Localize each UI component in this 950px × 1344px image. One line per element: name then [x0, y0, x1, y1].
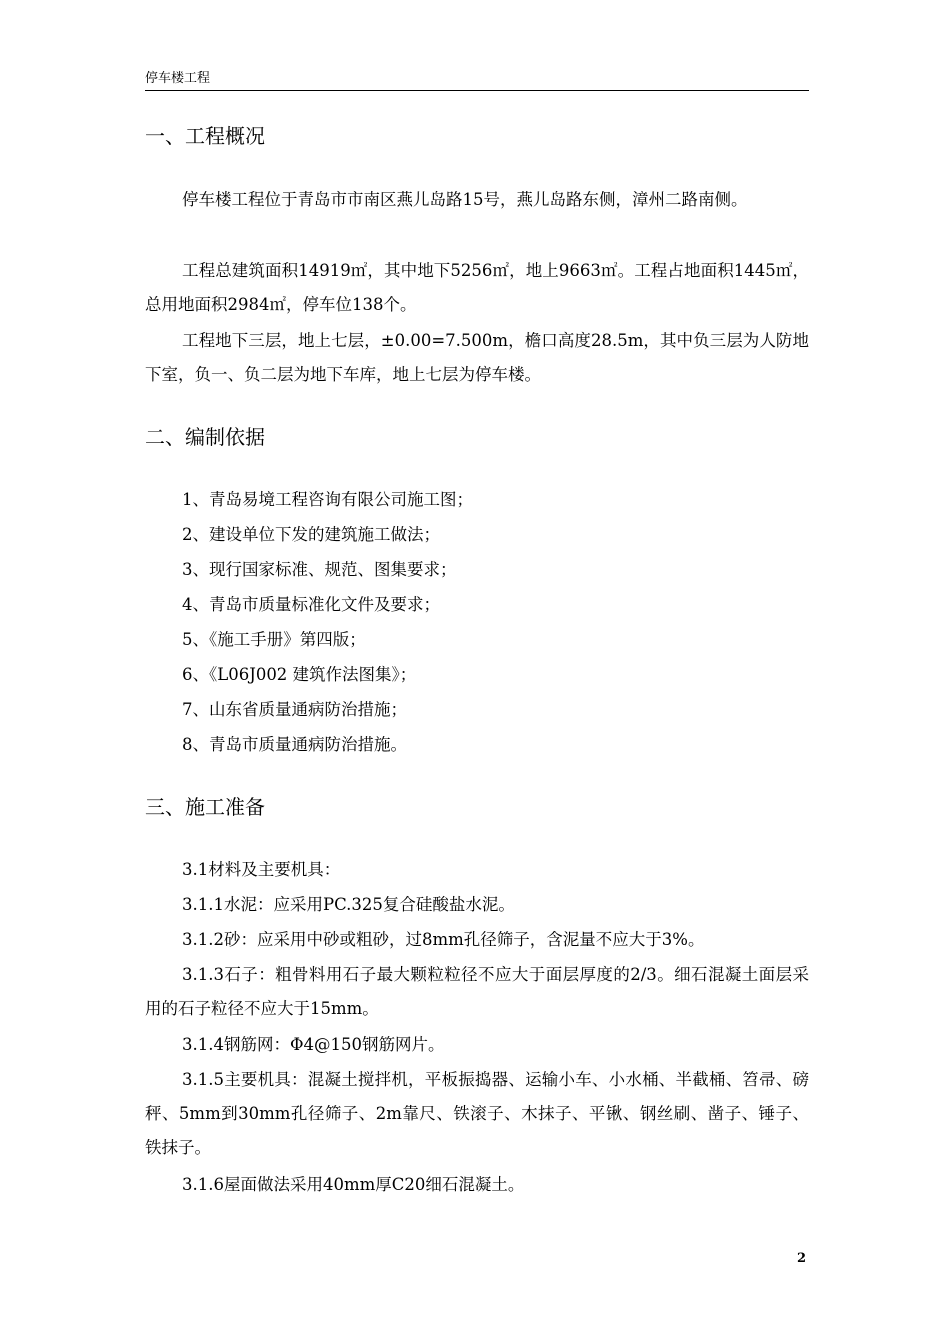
section-heading-overview: 一、工程概况: [145, 124, 265, 148]
page-header: 停车楼工程: [145, 70, 809, 91]
basis-item: 8、青岛市质量通病防治措施。: [182, 735, 407, 754]
prep-paragraph-stone: 3.1.3石子：粗骨料用石子最大颗粒粒径不应大于面层厚度的2/3。细石混凝土面层采用的石子粒径不应大于15mm。: [145, 965, 809, 1018]
section-heading-basis: 二、编制依据: [145, 425, 265, 449]
prep-paragraph-equipment: 3.1.5主要机具：混凝土搅拌机，平板振捣器、运输小车、小水桶、半截桶、笤帚、磅秤、5mm到30mm孔径筛子、2m靠尺、铁滚子、木抹子、平锹、钢丝刷、凿子、锤子、铁抹子。: [145, 1070, 809, 1157]
basis-item: 6、《L06J002 建筑作法图集》；: [182, 665, 417, 684]
prep-line-roof: 3.1.6屋面做法采用40mm厚C20细石混凝土。: [182, 1175, 525, 1194]
prep-line-cement: 3.1.1水泥：应采用PC.325复合硅酸盐水泥。: [182, 895, 515, 914]
basis-item: 4、青岛市质量标准化文件及要求；: [182, 595, 440, 614]
overview-paragraph-location: 停车楼工程位于青岛市市南区燕儿岛路15号，燕儿岛路东侧，漳州二路南侧。: [182, 190, 748, 209]
prep-line-rebar-mesh: 3.1.4钢筋网：Φ4@150钢筋网片。: [182, 1035, 445, 1054]
basis-item: 1、青岛易境工程咨询有限公司施工图；: [182, 490, 473, 509]
prep-line-sand: 3.1.2砂：应采用中砂或粗砂，过8mm孔径筛子，含泥量不应大于3%。: [182, 930, 705, 949]
page-number: 2: [797, 1251, 807, 1266]
overview-paragraph-area: 工程总建筑面积14919㎡，其中地下5256㎡，地上9663㎡。工程占地面积1445㎡，总用地面积2984㎡，停车位138个。: [145, 261, 809, 314]
overview-paragraph-floors: 工程地下三层，地上七层，±0.00=7.500m，檐口高度28.5m，其中负三层为人防地下室，负一、负二层为地下车库，地上七层为停车楼。: [145, 331, 809, 384]
basis-item: 5、《施工手册》第四版；: [182, 630, 366, 649]
basis-item: 3、现行国家标准、规范、图集要求；: [182, 560, 457, 579]
basis-item: 2、建设单位下发的建筑施工做法；: [182, 525, 440, 544]
section-heading-preparation: 三、施工准备: [145, 795, 265, 819]
basis-item: 7、山东省质量通病防治措施；: [182, 700, 407, 719]
prep-line-materials: 3.1材料及主要机具：: [182, 860, 341, 879]
